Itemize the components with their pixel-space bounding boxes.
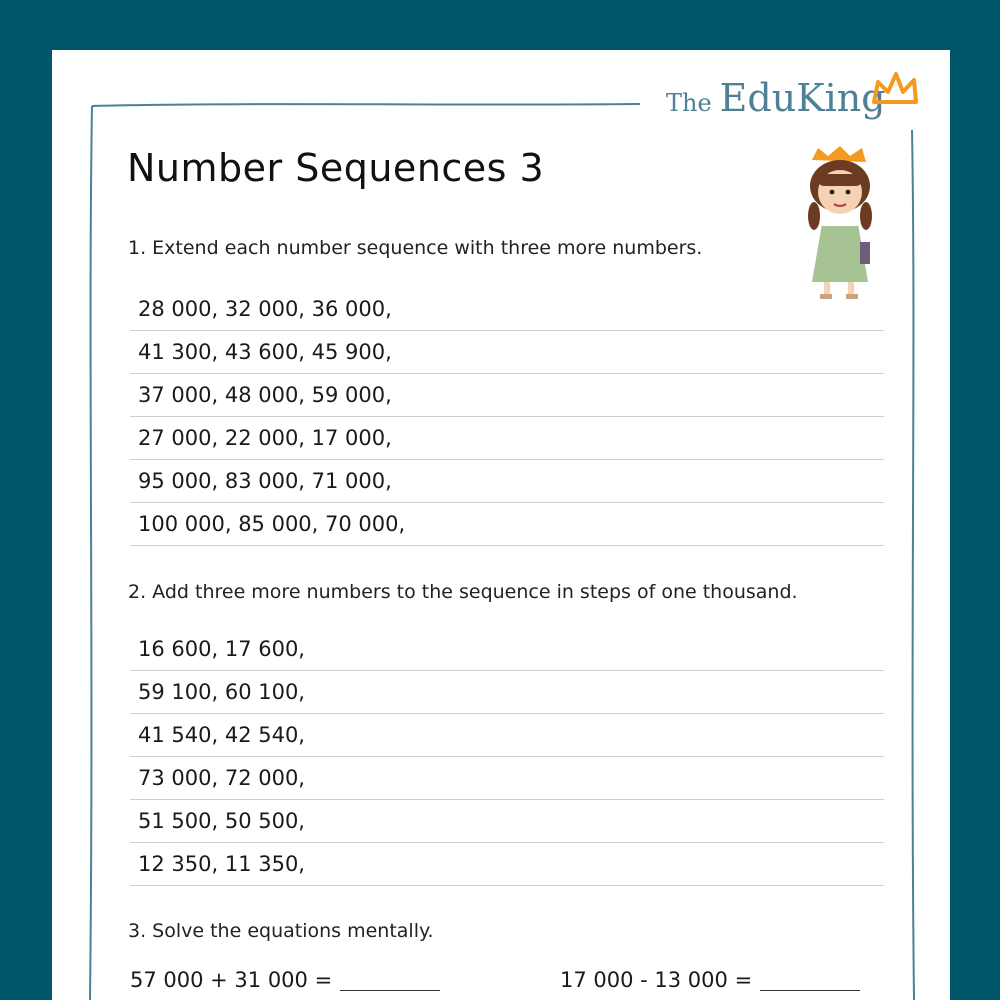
brand-prefix: The — [666, 89, 712, 117]
worksheet-page — [52, 50, 950, 1000]
sequence-row — [130, 503, 884, 546]
sequence-row — [130, 757, 884, 800]
sequence-text: 73 000, 72 000, — [138, 766, 305, 790]
answer-blank — [340, 989, 440, 991]
sequence-row — [130, 843, 884, 886]
answer-blank — [760, 989, 860, 991]
question-3-prompt: 3. Solve the equations mentally. — [128, 920, 434, 942]
sequence-text: 59 100, 60 100, — [138, 680, 305, 704]
girl-mascot-icon — [792, 146, 892, 302]
sequence-row — [130, 628, 884, 671]
sequence-text: 41 540, 42 540, — [138, 723, 305, 747]
sequence-text: 12 350, 11 350, — [138, 852, 305, 876]
sequence-row — [130, 714, 884, 757]
equation-text: 57 000 + 31 000 = — [130, 968, 333, 992]
brand-name: EduKing — [719, 76, 886, 120]
sequence-text: 41 300, 43 600, 45 900, — [138, 340, 392, 364]
brand-logo — [666, 76, 886, 120]
sequence-row — [130, 800, 884, 843]
equation-text: 17 000 - 13 000 = — [560, 968, 753, 992]
equation-2 — [560, 968, 860, 992]
sequence-row — [130, 417, 884, 460]
question-2-prompt: 2. Add three more numbers to the sequence in steps of one thousand. — [128, 581, 798, 603]
sequence-row — [130, 374, 884, 417]
sequence-text: 27 000, 22 000, 17 000, — [138, 426, 392, 450]
question-1-prompt: 1. Extend each number sequence with three more numbers. — [128, 237, 703, 259]
sequence-text: 95 000, 83 000, 71 000, — [138, 469, 392, 493]
sequence-row — [130, 671, 884, 714]
sequence-text: 28 000, 32 000, 36 000, — [138, 297, 392, 321]
sequence-text: 51 500, 50 500, — [138, 809, 305, 833]
equation-1 — [130, 968, 440, 992]
sequence-text: 37 000, 48 000, 59 000, — [138, 383, 392, 407]
sequence-row — [130, 331, 884, 374]
sequence-row — [130, 460, 884, 503]
sequence-text: 16 600, 17 600, — [138, 637, 305, 661]
page-title: Number Sequences 3 — [127, 146, 545, 190]
sequence-row — [130, 288, 884, 331]
crown-icon — [870, 72, 920, 106]
sequence-text: 100 000, 85 000, 70 000, — [138, 512, 406, 536]
